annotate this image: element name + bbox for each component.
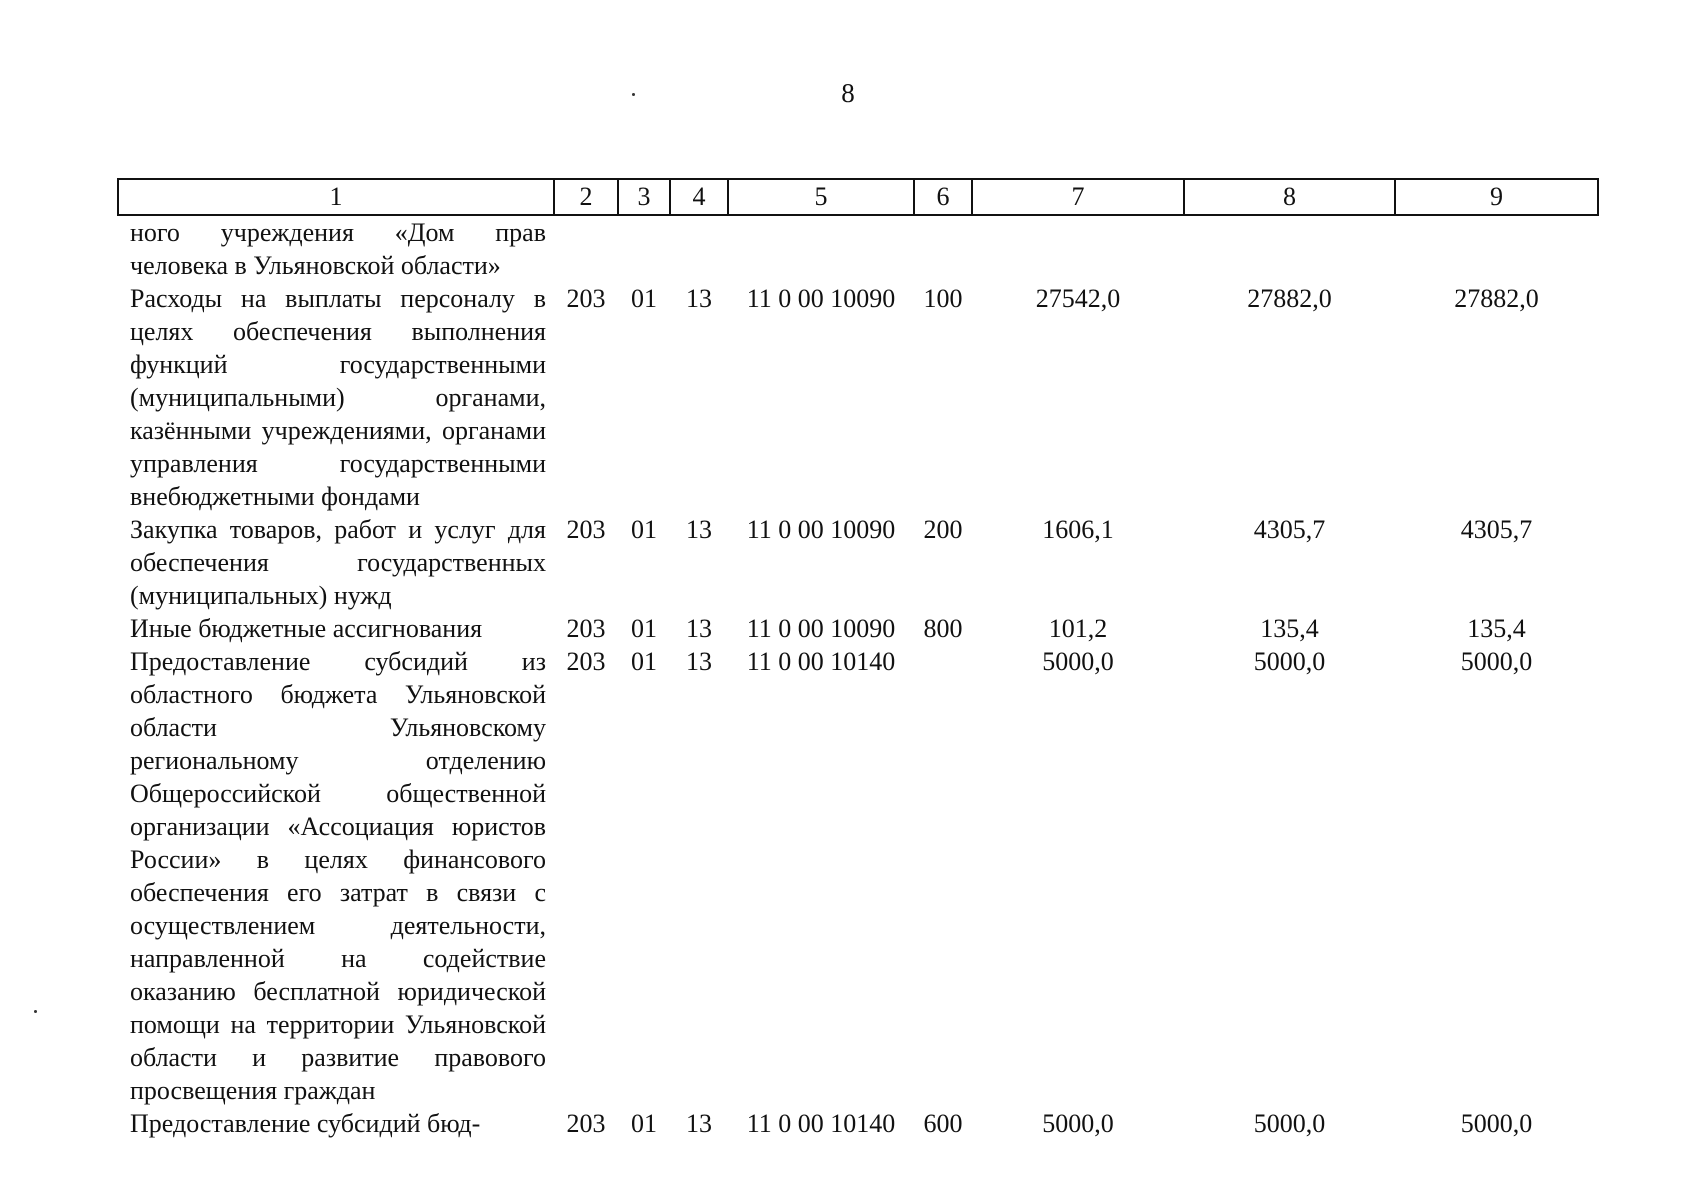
table-row [118,612,1598,645]
cell-subsection [670,215,728,282]
cell-ministry [554,215,618,282]
cell-amount-8: 27882,0 [1247,284,1332,313]
cell-amount-8: 4305,7 [1253,515,1326,544]
cell-amount-9: 135,4 [1467,614,1526,643]
column-header: 8 [1184,179,1395,215]
cell-target-article: 11 0 00 10140 [746,647,896,676]
cell-amount-8 [1184,215,1395,282]
cell-expense-type [914,215,972,282]
page-number: 8 [841,78,855,108]
cell-amount-9: 5000,0 [1460,1109,1533,1138]
table-row [118,215,1598,282]
scan-speck [632,93,635,96]
cell-expense-type: 800 [923,614,963,643]
column-header: 4 [670,179,728,215]
cell-expense-type: 100 [923,284,963,313]
cell-section: 01 [631,614,657,643]
column-header: 5 [728,179,914,215]
cell-subsection: 13 [686,515,712,544]
cell-amount-7: 5000,0 [1042,1109,1114,1138]
cell-section: 01 [631,647,657,676]
cell-ministry: 203 [566,284,606,313]
column-header: 3 [618,179,670,215]
table-row [118,1107,1598,1140]
cell-amount-9 [1395,215,1598,282]
scan-speck [34,1010,37,1013]
cell-amount-9: 4305,7 [1460,515,1533,544]
row-name: Расходы на выплаты персоналу в целях обеспечения выполнения функций государственными (муниципальными) органами, казёнными учреждениями, органами управления государственными внебюджетными фондами [130,284,546,511]
cell-ministry: 203 [566,614,606,643]
cell-amount-8: 135,4 [1260,614,1319,643]
table-header-row [118,179,1598,215]
cell-expense-type: 600 [923,1109,963,1138]
cell-target-article: 11 0 00 10090 [746,284,896,313]
table-row [118,645,1598,1107]
cell-amount-8: 5000,0 [1253,647,1326,676]
cell-amount-8: 5000,0 [1253,1109,1326,1138]
cell-target-article: 11 0 00 10090 [746,614,896,643]
cell-section: 01 [631,1109,657,1138]
cell-target-article: 11 0 00 10140 [746,1109,896,1138]
cell-amount-7: 5000,0 [1042,647,1114,676]
cell-subsection: 13 [686,614,712,643]
cell-ministry: 203 [566,647,606,676]
cell-ministry: 203 [566,1109,606,1138]
cell-subsection: 13 [686,647,712,676]
cell-ministry: 203 [566,515,606,544]
cell-amount-9: 5000,0 [1460,647,1533,676]
column-header: 7 [972,179,1184,215]
cell-subsection: 13 [686,1109,712,1138]
cell-target-article [728,215,914,282]
budget-table [117,178,1599,1140]
cell-amount-9: 27882,0 [1454,284,1539,313]
cell-expense-type [914,645,972,1107]
cell-target-article: 11 0 00 10090 [746,515,896,544]
table-row [118,282,1598,513]
cell-section [618,215,670,282]
cell-amount-7 [972,215,1184,282]
cell-amount-7: 1606,1 [1042,515,1114,544]
row-name: Предоставление субсидий бюд- [130,1109,481,1138]
cell-expense-type: 200 [923,515,963,544]
cell-amount-7: 101,2 [1048,614,1108,643]
row-name: Предоставление субсидий из областного бюджета Ульяновской области Ульяновскому региональному отделению Общероссийской общественной организации «Ассоциация юристов России» в целях финансового обеспечения его затрат в связи с осуществлением деятельности, направленной на содействие оказанию бесплатной юридической помощи на территории Ульяновской области и развитие правового просвещения граждан [130,647,546,1105]
cell-subsection: 13 [686,284,712,313]
cell-section: 01 [631,284,657,313]
row-name: Иные бюджетные ассигнования [130,614,483,643]
table-row [118,513,1598,612]
column-header: 9 [1395,179,1598,215]
row-name: Закупка товаров, работ и услуг для обеспечения государственных (муниципальных) нужд [130,515,546,610]
column-header: 6 [914,179,972,215]
row-name: ного учреждения «Дом прав человека в Ульяновской области» [130,218,546,280]
cell-amount-7: 27542,0 [1035,284,1121,313]
cell-section: 01 [631,515,657,544]
column-header: 1 [118,179,554,215]
column-header: 2 [554,179,618,215]
